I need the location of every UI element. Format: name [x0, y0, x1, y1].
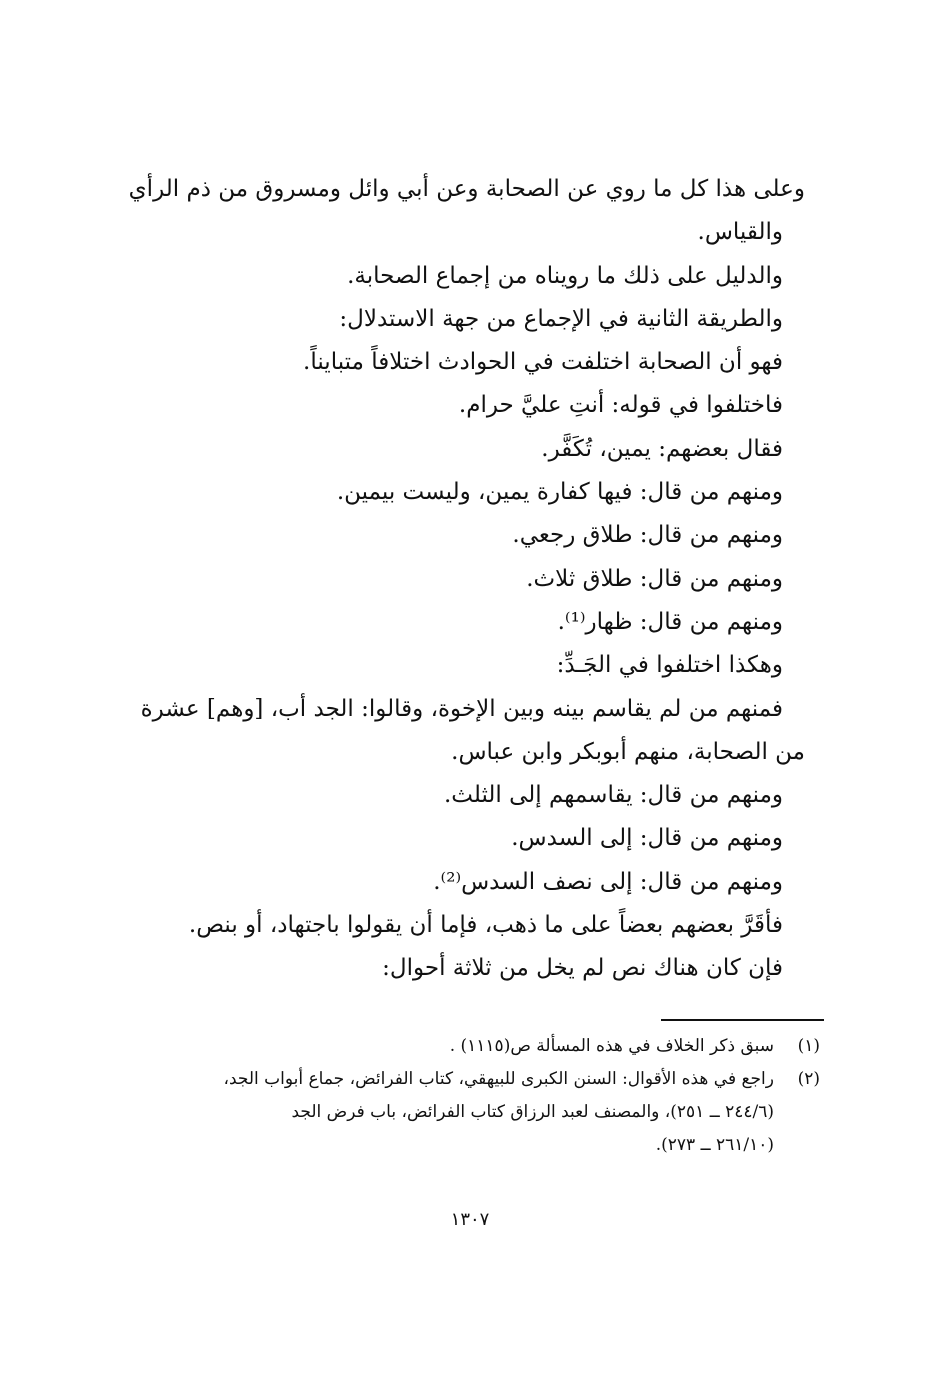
text-line-10: ومنهم من قال: طلاق ثلاث. — [526, 565, 783, 592]
footnote-separator — [661, 1019, 824, 1021]
text-line-18: فأقَرَّ بعضهم بعضاً على ما ذهب، فإما أن يقولوا باجتهاد، أو بنص. — [188, 912, 783, 939]
footnote-number: (١) — [797, 1036, 820, 1056]
text-line-5: فهو أن الصحابة اختلفت في الحوادث اختلافاً متبايناً. — [303, 349, 783, 376]
footnote-1 — [160, 1030, 820, 1063]
text-line-3: والدليل على ذلك ما رويناه من إجماع الصحابة. — [347, 262, 783, 289]
text-line-15: ومنهم من قال: يقاسمهم إلى الثلث. — [443, 782, 783, 809]
text-line-1: وعلى هذا كل ما روي عن الصحابة وعن أبي وائل ومسروق من ذم الرأي — [128, 176, 805, 202]
text-line-7: فقال بعضهم: يمين، تُكَفَّر. — [541, 435, 783, 462]
footnote-text: سبق ذكر الخلاف في هذه المسألة ص(١١١٥) . — [449, 1036, 774, 1056]
text-line-19: فإن كان هناك نص لم يخل من ثلاثة أحوال: — [382, 955, 783, 982]
text-line-16: ومنهم من قال: إلى السدس. — [511, 825, 783, 852]
footnote-2-continuation-1: (٢٤٤/٦ ــ ٢٥١)، والمصنف لعبد الرزاق كتاب الفرائض، باب فرض الجد — [291, 1102, 774, 1122]
text-line-9: ومنهم من قال: طلاق رجعي. — [512, 522, 783, 549]
footnote-text: راجع في هذه الأقوال: السنن الكبرى للبيهقي، كتاب الفرائض، جماع أبواب الجد، — [223, 1069, 774, 1089]
text-line-4: والطريقة الثانية في الإجماع من جهة الاستدلال: — [339, 305, 783, 332]
page-number: ١٣٠٧ — [450, 1209, 490, 1230]
text-line-6: فاختلفوا في قوله: أنتِ عليَّ حرام. — [458, 392, 783, 419]
text-line-8: ومنهم من قال: فيها كفارة يمين، وليست بيمين. — [336, 479, 783, 506]
footnote-2 — [160, 1063, 820, 1096]
text-line-12: وهكذا اختلفوا في الجَـدِّ: — [556, 652, 783, 679]
text-line-13: فمنهم من لم يقاسم بينه وبين الإخوة، وقالوا: الجد أب، [وهم] عشرة — [140, 695, 783, 722]
footnotes — [160, 1030, 820, 1162]
footnote-number: (٢) — [797, 1069, 820, 1089]
text-line-17: ومنهم من قال: إلى نصف السدس⁽²⁾. — [433, 868, 783, 895]
text-line-2: والقياس. — [697, 219, 783, 246]
text-line-11: ومنهم من قال: ظهار⁽¹⁾. — [557, 608, 783, 635]
footnote-2-continuation-2: (٢٦١/١٠ ــ ٢٧٣). — [655, 1135, 774, 1155]
main-text — [128, 168, 805, 991]
text-line-14: من الصحابة، منهم أبوبكر وابن عباس. — [451, 738, 805, 765]
